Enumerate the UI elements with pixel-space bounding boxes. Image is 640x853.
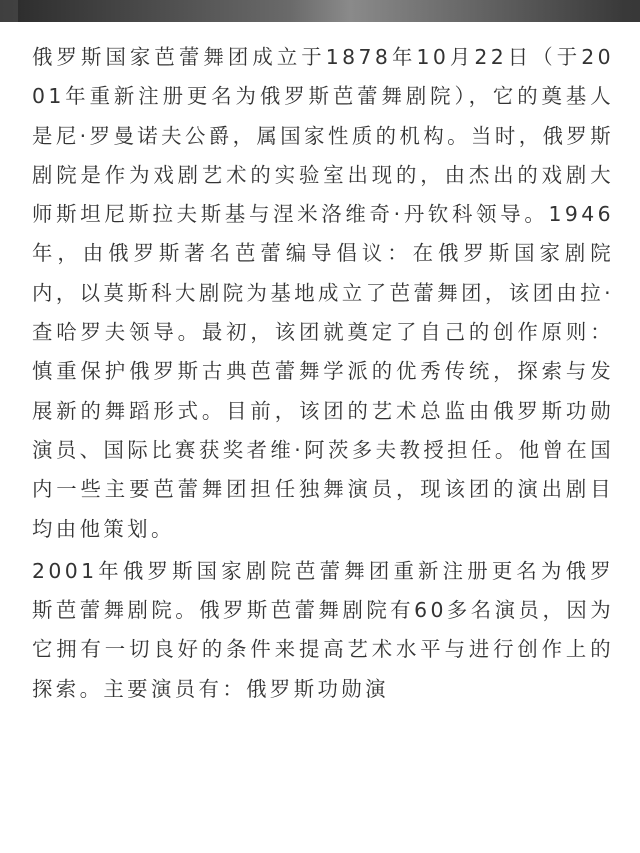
article-paragraph-1: 俄罗斯国家芭蕾舞团成立于1878年10月22日（于2001年重新注册更名为俄罗斯芭蕾舞剧院），它的奠基人是尼·罗曼诺夫公爵，属国家性质的机构。当时，俄罗斯剧院是作为戏剧艺术的实验室出现的，由杰出的戏剧大师斯坦尼斯拉夫斯基与涅米洛维奇·丹钦科领导。1946年，由俄罗斯著名芭蕾编导倡议：在俄罗斯国家剧院内，以莫斯科大剧院为基地成立了芭蕾舞团，该团由拉·查哈罗夫领导。最初，该团就奠定了自己的创作原则：慎重保护俄罗斯古典芭蕾舞学派的优秀传统，探索与发展新的舞蹈形式。目前，该团的艺术总监由俄罗斯功勋演员、国际比赛获奖者维·阿茨多夫教授担任。他曾在国内一些主要芭蕾舞团担任独舞演员，现该团的演出剧目均由他策划。 — [32, 45, 614, 541]
banner-photo — [18, 0, 622, 22]
top-image-banner — [0, 0, 640, 22]
article-body — [32, 38, 614, 712]
article-paragraph-2: 2001年俄罗斯国家剧院芭蕾舞团重新注册更名为俄罗斯芭蕾舞剧院。俄罗斯芭蕾舞剧院有60多名演员，因为它拥有一切良好的条件来提高艺术水平与进行创作上的探索。主要演员有：俄罗斯功勋演 — [32, 558, 614, 701]
